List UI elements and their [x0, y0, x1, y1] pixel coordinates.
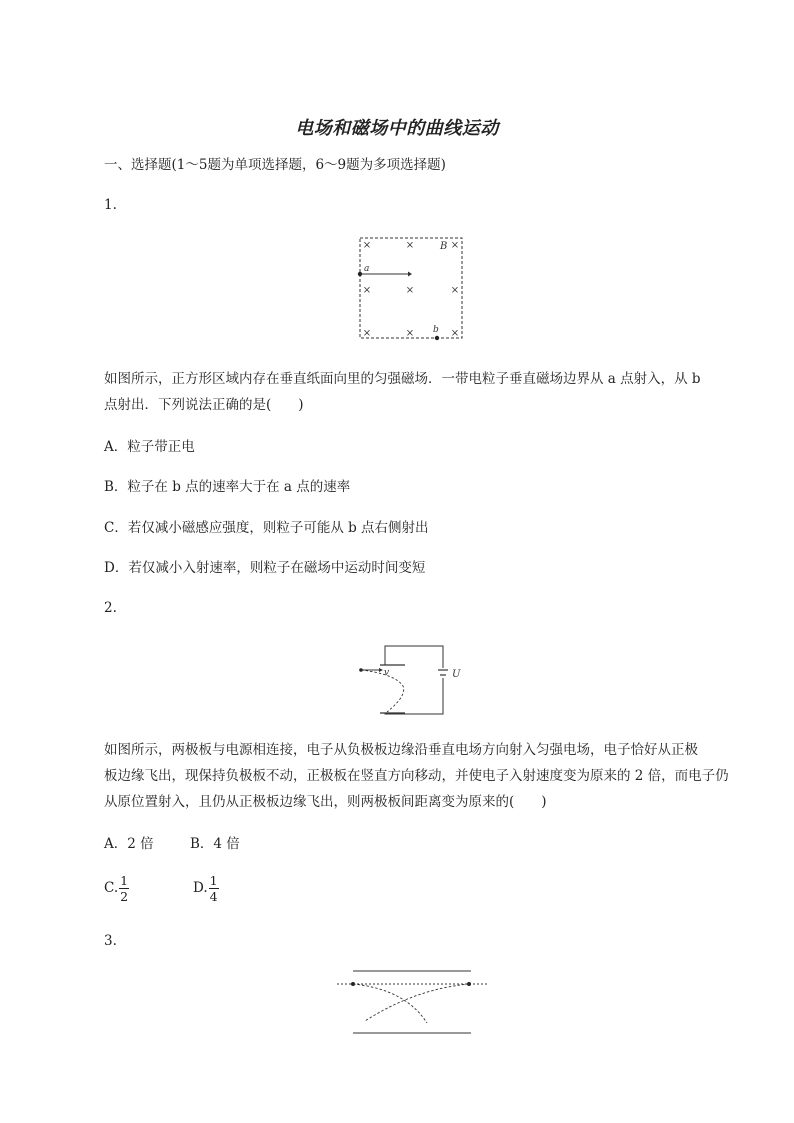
q1-option-c: C．若仅减小磁感应强度，则粒子可能从 b 点右侧射出 [104, 520, 429, 536]
q2-option-a: A．2 倍 [104, 836, 154, 852]
q2-stem-line1: 如图所示，两极板与电源相连接，电子从负极板边缘沿垂直电场方向射入匀强电场，电子恰好从正极 [104, 742, 698, 758]
arrow-head [379, 668, 383, 672]
q2-option-d [193, 873, 219, 904]
point-a-label: a [364, 264, 370, 274]
voltage-label: U [452, 669, 461, 680]
field-cross: × [362, 328, 372, 339]
field-cross: × [450, 240, 460, 251]
q1-option-b: B．粒子在 b 点的速率大于在 a 点的速率 [104, 479, 351, 495]
q3-trajectory-figure [335, 965, 490, 1040]
q2-capacitor-figure [355, 638, 470, 720]
q2-option-b: B．4 倍 [190, 836, 240, 852]
arrow-head [408, 272, 412, 277]
q3-number: 3. [104, 933, 117, 949]
field-cross: × [405, 240, 415, 251]
field-cross: × [362, 240, 372, 251]
fraction-one-quarter: $\frac{1}{4}$ [209, 873, 218, 904]
q1-option-d: D．若仅减小入射速率，则粒子在磁场中运动时间变短 [104, 560, 426, 576]
wire-bottom [385, 678, 443, 714]
point-b-dot [435, 336, 439, 340]
q2-option-c-prefix: C. [104, 880, 119, 896]
point-b-label: b [433, 325, 439, 335]
q2-number: 2. [104, 600, 117, 616]
section-heading: 一、选择题(1～5题为单项选择题，6～9题为多项选择题) [104, 157, 446, 173]
q2-option-d-prefix: D. [193, 880, 208, 896]
q2-option-c [104, 873, 129, 904]
q1-stem-line1: 如图所示，正方形区域内存在垂直纸面向里的匀强磁场．一带电粒子垂直磁场边界从 a 点射入，从 b [104, 371, 701, 387]
q1-option-a: A．粒子带正电 [104, 439, 195, 455]
field-label-B: B [440, 241, 448, 252]
velocity-label: v [384, 668, 390, 678]
q1-stem-line2: 点射出．下列说法正确的是( ) [104, 397, 304, 413]
field-cross: × [450, 328, 460, 339]
q1-magnetic-field-figure [350, 230, 470, 345]
page-title: 电场和磁场中的曲线运动 [295, 118, 499, 139]
electron-trajectory [361, 670, 404, 712]
q2-stem-line3: 从原位置射入，且仍从正极板边缘飞出，则两极板间距离变为原来的( ) [104, 794, 547, 810]
field-cross: × [405, 328, 415, 339]
fraction-one-half: $\frac{1}{2}$ [120, 873, 129, 904]
q1-number: 1. [104, 197, 117, 213]
field-cross: × [362, 285, 372, 296]
left-trajectory [353, 984, 427, 1023]
field-cross: × [450, 285, 460, 296]
q2-stem-line2: 板边缘飞出，现保持负极板不动，正极板在竖直方向移动，并使电子入射速度变为原来的 2 倍，而电子仍 [104, 768, 729, 784]
field-cross: × [405, 285, 415, 296]
